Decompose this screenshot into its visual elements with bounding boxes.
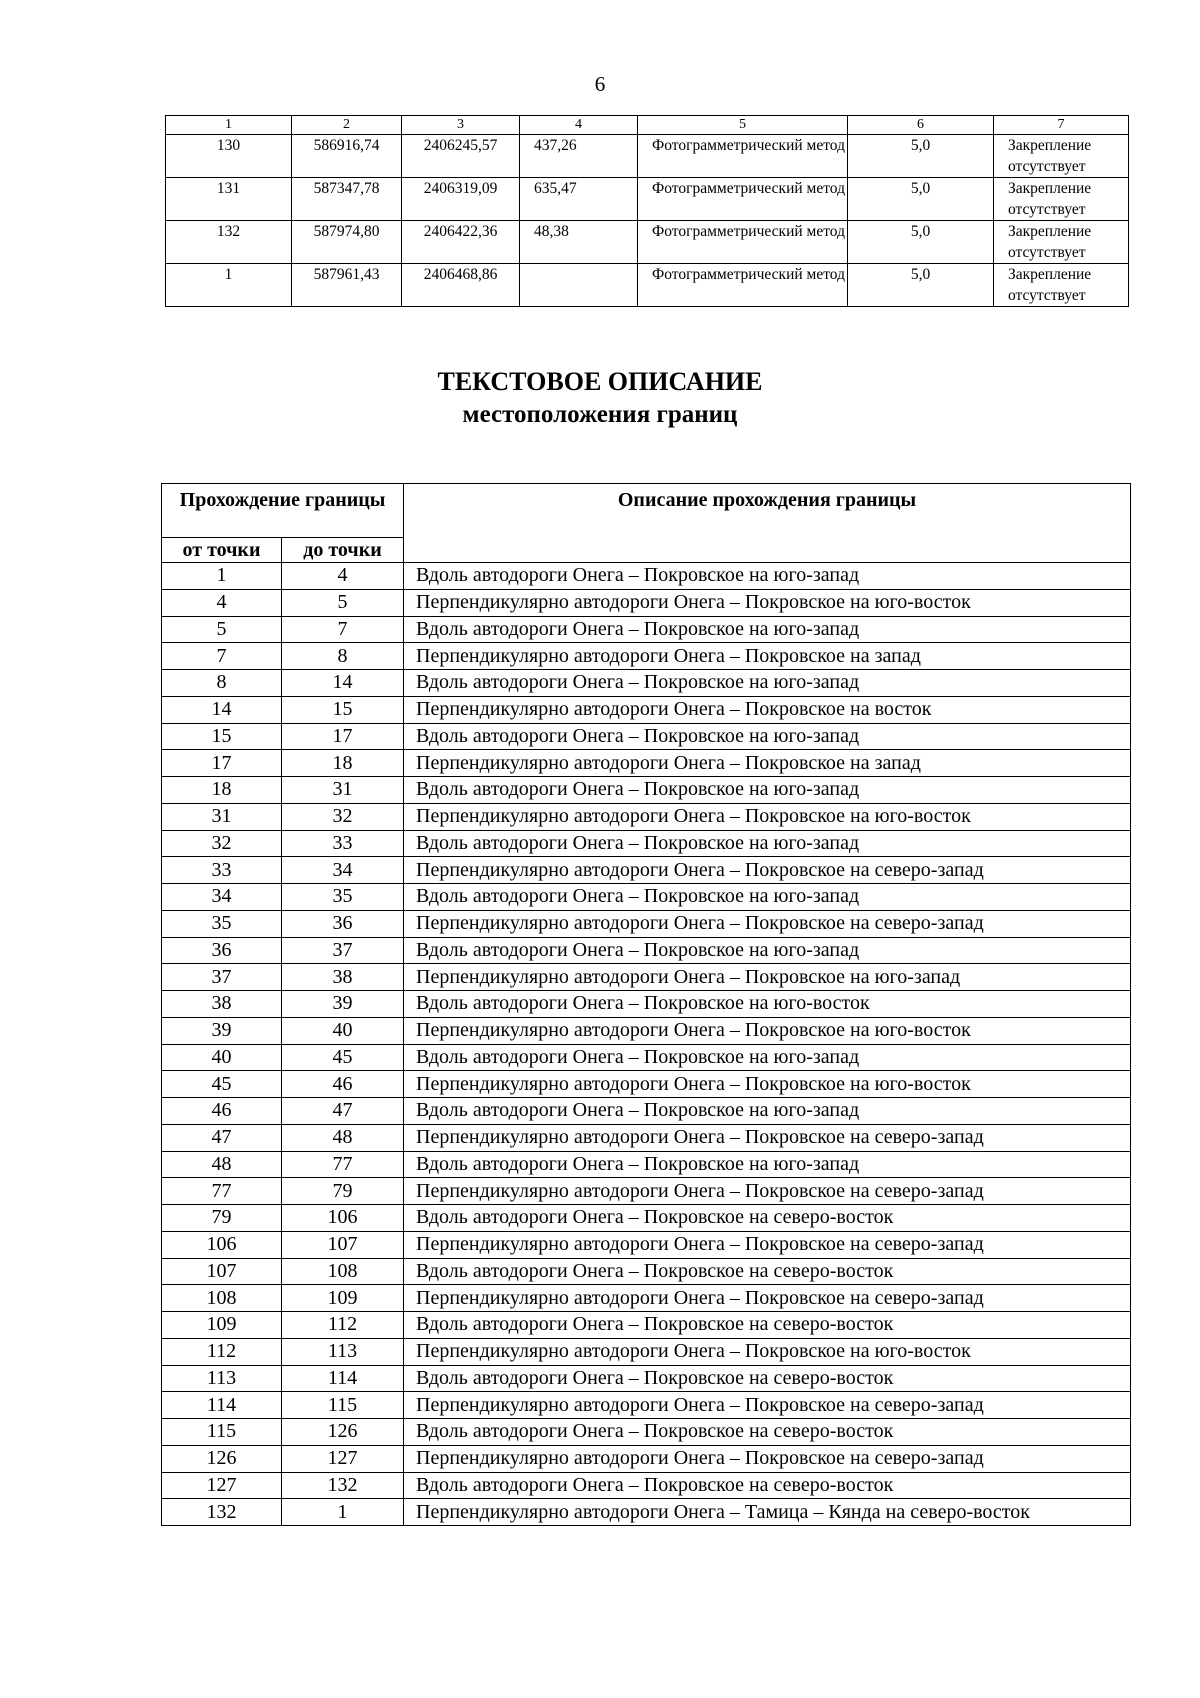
from-point: 39	[162, 1017, 282, 1044]
from-point: 36	[162, 937, 282, 964]
from-point: 34	[162, 884, 282, 911]
column-number: 2	[292, 116, 402, 135]
to-point: 38	[282, 964, 404, 991]
table-row	[162, 723, 1131, 750]
determination-method: Фотограмметрический метод	[638, 135, 848, 178]
to-point: 79	[282, 1178, 404, 1205]
segment-length	[520, 264, 638, 307]
header-passage: Прохождение границы	[162, 484, 404, 538]
table-row	[162, 857, 1131, 884]
table-row	[162, 1419, 1131, 1446]
point-number: 131	[166, 178, 292, 221]
table-row	[162, 750, 1131, 777]
point-number: 1	[166, 264, 292, 307]
to-point: 113	[282, 1338, 404, 1365]
boundary-description: Вдоль автодороги Онега – Покровское на юго-запад	[404, 723, 1131, 750]
table-row	[162, 991, 1131, 1018]
point-number: 130	[166, 135, 292, 178]
column-number-row	[166, 116, 1129, 135]
coordinates-table	[165, 115, 1129, 307]
table-row	[162, 830, 1131, 857]
to-point: 14	[282, 670, 404, 697]
table-row	[162, 1151, 1131, 1178]
segment-length: 48,38	[520, 221, 638, 264]
to-point: 8	[282, 643, 404, 670]
boundary-description: Вдоль автодороги Онега – Покровское на северо-восток	[404, 1258, 1131, 1285]
point-fixing: Закрепление отсутствует	[994, 178, 1129, 221]
x-coordinate: 587347,78	[292, 178, 402, 221]
from-point: 45	[162, 1071, 282, 1098]
segment-length: 635,47	[520, 178, 638, 221]
from-point: 15	[162, 723, 282, 750]
table-row	[162, 616, 1131, 643]
header-from: от точки	[162, 538, 282, 563]
boundary-description: Перпендикулярно автодороги Онега – Покровское на юго-восток	[404, 1338, 1131, 1365]
boundary-description: Перпендикулярно автодороги Онега – Покровское на восток	[404, 696, 1131, 723]
to-point: 33	[282, 830, 404, 857]
table-row	[162, 1231, 1131, 1258]
boundary-description: Вдоль автодороги Онега – Покровское на северо-восток	[404, 1365, 1131, 1392]
table-row	[162, 1338, 1131, 1365]
table-row	[162, 884, 1131, 911]
mean-square-error: 5,0	[848, 264, 994, 307]
table-row	[162, 696, 1131, 723]
table-row	[162, 910, 1131, 937]
boundary-description: Вдоль автодороги Онега – Покровское на северо-восток	[404, 1312, 1131, 1339]
from-point: 32	[162, 830, 282, 857]
x-coordinate: 587974,80	[292, 221, 402, 264]
point-fixing: Закрепление отсутствует	[994, 264, 1129, 307]
determination-method: Фотограмметрический метод	[638, 178, 848, 221]
from-point: 126	[162, 1445, 282, 1472]
table-row	[162, 1044, 1131, 1071]
from-point: 46	[162, 1098, 282, 1125]
segment-length: 437,26	[520, 135, 638, 178]
point-number: 132	[166, 221, 292, 264]
table-row	[166, 135, 1129, 178]
to-point: 15	[282, 696, 404, 723]
table-row	[162, 1071, 1131, 1098]
boundary-description: Вдоль автодороги Онега – Покровское на юго-запад	[404, 937, 1131, 964]
from-point: 48	[162, 1151, 282, 1178]
from-point: 115	[162, 1419, 282, 1446]
to-point: 115	[282, 1392, 404, 1419]
to-point: 39	[282, 991, 404, 1018]
boundary-description: Вдоль автодороги Онега – Покровское на юго-запад	[404, 777, 1131, 804]
to-point: 107	[282, 1231, 404, 1258]
from-point: 40	[162, 1044, 282, 1071]
from-point: 7	[162, 643, 282, 670]
determination-method: Фотограмметрический метод	[638, 221, 848, 264]
boundary-description: Вдоль автодороги Онега – Покровское на юго-запад	[404, 1044, 1131, 1071]
table-row	[162, 1472, 1131, 1499]
boundary-description: Вдоль автодороги Онега – Покровское на юго-запад	[404, 616, 1131, 643]
table-row	[162, 1205, 1131, 1232]
mean-square-error: 5,0	[848, 178, 994, 221]
to-point: 40	[282, 1017, 404, 1044]
table-row	[162, 643, 1131, 670]
table-row	[162, 1392, 1131, 1419]
to-point: 1	[282, 1499, 404, 1526]
to-point: 35	[282, 884, 404, 911]
boundary-description: Перпендикулярно автодороги Онега – Покровское на северо-запад	[404, 1285, 1131, 1312]
boundary-description: Перпендикулярно автодороги Онега – Покровское на северо-запад	[404, 1178, 1131, 1205]
x-coordinate: 587961,43	[292, 264, 402, 307]
from-point: 4	[162, 589, 282, 616]
boundary-description: Вдоль автодороги Онега – Покровское на юго-восток	[404, 991, 1131, 1018]
section-subtitle: местоположения границ	[462, 401, 738, 428]
to-point: 126	[282, 1419, 404, 1446]
boundary-description: Вдоль автодороги Онега – Покровское на юго-запад	[404, 830, 1131, 857]
table-row	[162, 803, 1131, 830]
boundary-description: Вдоль автодороги Онега – Покровское на юго-запад	[404, 670, 1131, 697]
table-row	[162, 1445, 1131, 1472]
from-point: 77	[162, 1178, 282, 1205]
x-coordinate: 586916,74	[292, 135, 402, 178]
table-row	[162, 1365, 1131, 1392]
table-row	[166, 264, 1129, 307]
table-row	[162, 589, 1131, 616]
boundary-description: Вдоль автодороги Онега – Покровское на юго-запад	[404, 1151, 1131, 1178]
boundary-description: Перпендикулярно автодороги Онега – Покровское на северо-запад	[404, 1445, 1131, 1472]
boundary-description: Перпендикулярно автодороги Онега – Покровское на юго-запад	[404, 964, 1131, 991]
from-point: 37	[162, 964, 282, 991]
from-point: 114	[162, 1392, 282, 1419]
column-number: 4	[520, 116, 638, 135]
table-row	[162, 1124, 1131, 1151]
from-point: 127	[162, 1472, 282, 1499]
column-number: 5	[638, 116, 848, 135]
table-row	[162, 777, 1131, 804]
to-point: 47	[282, 1098, 404, 1125]
from-point: 108	[162, 1285, 282, 1312]
to-point: 106	[282, 1205, 404, 1232]
y-coordinate: 2406422,36	[402, 221, 520, 264]
to-point: 112	[282, 1312, 404, 1339]
boundary-description: Перпендикулярно автодороги Онега – Тамица – Кянда на северо-восток	[404, 1499, 1131, 1526]
boundary-description: Перпендикулярно автодороги Онега – Покровское на северо-запад	[404, 910, 1131, 937]
table-row	[162, 1499, 1131, 1526]
to-point: 108	[282, 1258, 404, 1285]
boundary-description: Перпендикулярно автодороги Онега – Покровское на юго-восток	[404, 589, 1131, 616]
header-row	[162, 484, 1131, 538]
from-point: 132	[162, 1499, 282, 1526]
from-point: 112	[162, 1338, 282, 1365]
to-point: 37	[282, 937, 404, 964]
table-row	[162, 563, 1131, 590]
boundary-description: Вдоль автодороги Онега – Покровское на юго-запад	[404, 884, 1131, 911]
from-point: 17	[162, 750, 282, 777]
boundary-description: Перпендикулярно автодороги Онега – Покровское на юго-восток	[404, 1017, 1131, 1044]
from-point: 31	[162, 803, 282, 830]
to-point: 48	[282, 1124, 404, 1151]
section-title: ТЕКСТОВОЕ ОПИСАНИЕ	[437, 367, 763, 396]
from-point: 47	[162, 1124, 282, 1151]
boundary-description: Вдоль автодороги Онега – Покровское на северо-восток	[404, 1472, 1131, 1499]
to-point: 127	[282, 1445, 404, 1472]
from-point: 106	[162, 1231, 282, 1258]
to-point: 32	[282, 803, 404, 830]
from-point: 107	[162, 1258, 282, 1285]
table-row	[162, 670, 1131, 697]
boundary-description: Вдоль автодороги Онега – Покровское на северо-восток	[404, 1205, 1131, 1232]
boundary-description: Перпендикулярно автодороги Онега – Покровское на северо-запад	[404, 1392, 1131, 1419]
boundary-description: Перпендикулярно автодороги Онега – Покровское на северо-запад	[404, 1231, 1131, 1258]
to-point: 132	[282, 1472, 404, 1499]
y-coordinate: 2406319,09	[402, 178, 520, 221]
point-fixing: Закрепление отсутствует	[994, 221, 1129, 264]
table-row	[166, 178, 1129, 221]
header-to: до точки	[282, 538, 404, 563]
boundary-description: Перпендикулярно автодороги Онега – Покровское на запад	[404, 643, 1131, 670]
point-fixing: Закрепление отсутствует	[994, 135, 1129, 178]
table-row	[162, 1178, 1131, 1205]
to-point: 31	[282, 777, 404, 804]
mean-square-error: 5,0	[848, 221, 994, 264]
table-row	[162, 1312, 1131, 1339]
table-row	[162, 937, 1131, 964]
to-point: 36	[282, 910, 404, 937]
from-point: 8	[162, 670, 282, 697]
y-coordinate: 2406468,86	[402, 264, 520, 307]
from-point: 79	[162, 1205, 282, 1232]
from-point: 109	[162, 1312, 282, 1339]
boundary-description-table	[161, 483, 1131, 1526]
to-point: 46	[282, 1071, 404, 1098]
column-number: 3	[402, 116, 520, 135]
to-point: 5	[282, 589, 404, 616]
from-point: 1	[162, 563, 282, 590]
from-point: 33	[162, 857, 282, 884]
mean-square-error: 5,0	[848, 135, 994, 178]
table-row	[166, 221, 1129, 264]
table-row	[162, 1017, 1131, 1044]
header-description: Описание прохождения границы	[404, 484, 1131, 563]
determination-method: Фотограмметрический метод	[638, 264, 848, 307]
to-point: 4	[282, 563, 404, 590]
boundary-description: Вдоль автодороги Онега – Покровское на юго-запад	[404, 563, 1131, 590]
boundary-description: Вдоль автодороги Онега – Покровское на юго-запад	[404, 1098, 1131, 1125]
table-row	[162, 964, 1131, 991]
to-point: 34	[282, 857, 404, 884]
page-number: 6	[594, 72, 606, 96]
to-point: 77	[282, 1151, 404, 1178]
from-point: 5	[162, 616, 282, 643]
to-point: 18	[282, 750, 404, 777]
boundary-description: Перпендикулярно автодороги Онега – Покровское на северо-запад	[404, 1124, 1131, 1151]
from-point: 113	[162, 1365, 282, 1392]
to-point: 7	[282, 616, 404, 643]
from-point: 18	[162, 777, 282, 804]
boundary-description: Вдоль автодороги Онега – Покровское на северо-восток	[404, 1419, 1131, 1446]
y-coordinate: 2406245,57	[402, 135, 520, 178]
from-point: 35	[162, 910, 282, 937]
boundary-description: Перпендикулярно автодороги Онега – Покровское на юго-восток	[404, 1071, 1131, 1098]
column-number: 1	[166, 116, 292, 135]
boundary-description: Перпендикулярно автодороги Онега – Покровское на запад	[404, 750, 1131, 777]
boundary-description: Перпендикулярно автодороги Онега – Покровское на северо-запад	[404, 857, 1131, 884]
table-row	[162, 1258, 1131, 1285]
column-number: 7	[994, 116, 1129, 135]
to-point: 114	[282, 1365, 404, 1392]
to-point: 17	[282, 723, 404, 750]
table-row	[162, 1098, 1131, 1125]
from-point: 38	[162, 991, 282, 1018]
from-point: 14	[162, 696, 282, 723]
column-number: 6	[848, 116, 994, 135]
boundary-description: Перпендикулярно автодороги Онега – Покровское на юго-восток	[404, 803, 1131, 830]
table-row	[162, 1285, 1131, 1312]
to-point: 109	[282, 1285, 404, 1312]
to-point: 45	[282, 1044, 404, 1071]
